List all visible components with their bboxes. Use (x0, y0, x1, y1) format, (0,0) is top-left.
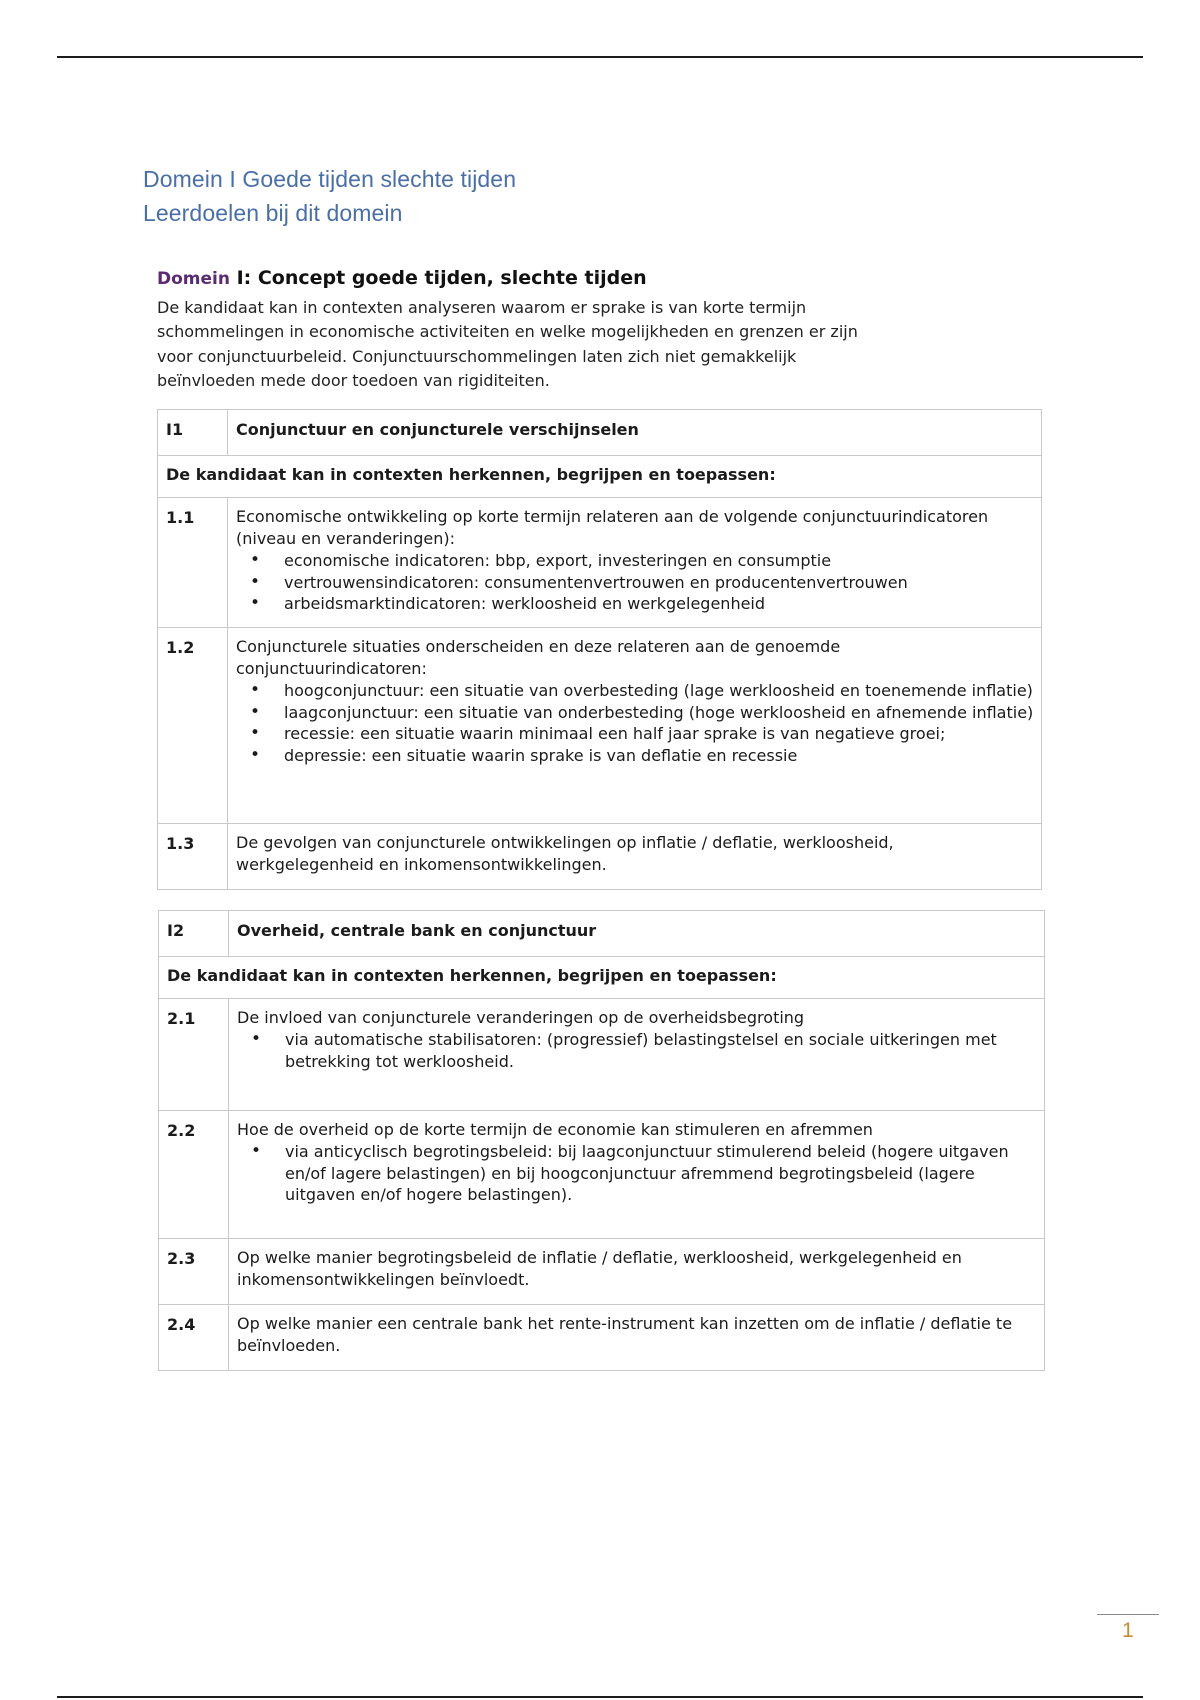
domain-heading: Domein I Goede tijden slechte tijden (143, 166, 517, 192)
intro-title (157, 265, 1057, 292)
domain-intro (157, 265, 1057, 393)
row-number: 2.4 (159, 1305, 229, 1371)
learning-goals-heading: Leerdoelen bij dit domein (143, 200, 403, 226)
list-item: • vertrouwensindicatoren: consumentenvertrouwen en producentenvertrouwen (236, 572, 1035, 594)
table-title: Overheid, centrale bank en conjunctuur (229, 911, 1045, 957)
list-item: • laagconjunctuur: een situatie van onderbesteding (hoge werkloosheid en afnemende inflatie) (236, 702, 1035, 724)
row-number: 1.1 (158, 498, 228, 628)
row-content (229, 1305, 1045, 1371)
goals-table-i2 (158, 910, 1045, 1371)
table-subheader: De kandidaat kan in contexten herkennen, begrijpen en toepassen: (158, 456, 1042, 498)
row-number: 2.1 (159, 999, 229, 1111)
row-text: Op welke manier een centrale bank het rente-instrument kan inzetten om de inflatie / deflatie te beïnvloeden. (237, 1314, 1013, 1355)
row-text: Op welke manier begrotingsbeleid de inflatie / deflatie, werkloosheid, werkgelegenheid en inkomensontwikkelingen beïnvloedt. (237, 1248, 962, 1289)
row-content (229, 999, 1045, 1111)
intro-title-accent: Domein (157, 269, 230, 289)
row-content (229, 1239, 1045, 1305)
table-code: I2 (159, 911, 229, 957)
table-header-row (159, 911, 1045, 957)
list-item: • recessie: een situatie waarin minimaal een half jaar sprake is van negatieve groei; (236, 723, 1035, 745)
row-number: 1.3 (158, 824, 228, 890)
list-item: • via automatische stabilisatoren: (progressief) belastingstelsel en sociale uitkeringen met betrekking tot werkloosheid. (237, 1029, 1038, 1072)
table-row (159, 1239, 1045, 1305)
table-row (159, 1305, 1045, 1371)
table-row (158, 628, 1042, 824)
row-text: Conjuncturele situaties onderscheiden en deze relateren aan de genoemde conjunctuurindicatoren: (236, 637, 841, 678)
goals-table-i1 (157, 409, 1042, 890)
row-content (228, 824, 1042, 890)
page-number-rule (1097, 1614, 1159, 1615)
row-content (229, 1111, 1045, 1239)
table-row (159, 999, 1045, 1111)
page-number: 1 (1122, 1619, 1134, 1642)
row-text: De invloed van conjuncturele veranderingen op de overheidsbegroting (237, 1008, 805, 1027)
list-item: • depressie: een situatie waarin sprake is van deflatie en recessie (236, 745, 1035, 767)
row-bullets (236, 550, 1035, 615)
row-text: Hoe de overheid op de korte termijn de economie kan stimuleren en afremmen (237, 1120, 873, 1139)
top-rule (57, 56, 1143, 58)
row-content (228, 498, 1042, 628)
row-text: Economische ontwikkeling op korte termijn relateren aan de volgende conjunctuurindicatoren (niveau en veranderingen): (236, 507, 989, 548)
table-row (158, 498, 1042, 628)
row-bullets (236, 680, 1035, 766)
intro-title-rest: I: Concept goede tijden, slechte tijden (229, 267, 647, 289)
row-bullets (237, 1141, 1038, 1206)
table-subheader-row (158, 456, 1042, 498)
row-bullets (237, 1029, 1038, 1072)
list-item: • via anticyclisch begrotingsbeleid: bij laagconjunctuur stimulerend beleid (hogere uitgaven en/of lagere belastingen) en bij hoogconjunctuur afremmend begrotingsbeleid (lagere uitgaven en/of hogere belastingen). (237, 1141, 1038, 1206)
table-title: Conjunctuur en conjuncturele verschijnselen (228, 410, 1042, 456)
table-subheader-row (159, 957, 1045, 999)
table-code: I1 (158, 410, 228, 456)
bottom-rule (57, 1696, 1143, 1698)
table-subheader: De kandidaat kan in contexten herkennen, begrijpen en toepassen: (159, 957, 1045, 999)
list-item: • hoogconjunctuur: een situatie van overbesteding (lage werkloosheid en toenemende inflatie) (236, 680, 1035, 702)
list-item: • economische indicatoren: bbp, export, investeringen en consumptie (236, 550, 1035, 572)
row-number: 1.2 (158, 628, 228, 824)
row-text: De gevolgen van conjuncturele ontwikkelingen op inflatie / deflatie, werkloosheid, werkgelegenheid en inkomensontwikkelingen. (236, 833, 894, 874)
row-number: 2.3 (159, 1239, 229, 1305)
list-item: • arbeidsmarktindicatoren: werkloosheid en werkgelegenheid (236, 593, 1035, 615)
table-header-row (158, 410, 1042, 456)
row-number: 2.2 (159, 1111, 229, 1239)
table-row (159, 1111, 1045, 1239)
intro-text: De kandidaat kan in contexten analyseren waarom er sprake is van korte termijn schommelingen in economische activiteiten en welke mogelijkheden en grenzen er zijn voor conjunctuurbeleid. Conjunctuurschommelingen laten zich niet gemakkelijk beïnvloeden mede door toedoen van rigiditeiten. (157, 298, 858, 390)
table-row (158, 824, 1042, 890)
row-content (228, 628, 1042, 824)
